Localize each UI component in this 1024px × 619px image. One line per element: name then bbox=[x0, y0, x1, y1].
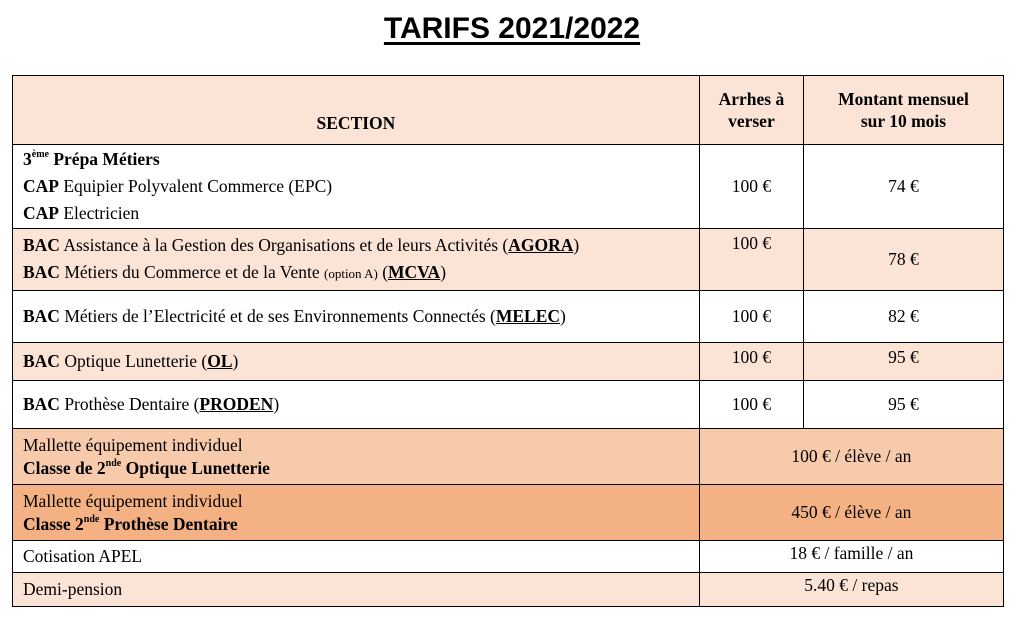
arrhes-cell: 100 € bbox=[699, 145, 803, 229]
table-row bbox=[13, 343, 1004, 381]
section-cell: Demi-pension bbox=[13, 573, 700, 607]
price-cell: 18 € / famille / an bbox=[699, 541, 1003, 573]
header-montant: Montant mensuel sur 10 mois bbox=[803, 76, 1003, 145]
table-row bbox=[13, 541, 1004, 573]
montant-cell: 95 € bbox=[803, 381, 1003, 429]
table-row bbox=[13, 429, 1004, 485]
table-header-row bbox=[13, 76, 1004, 145]
table-row bbox=[13, 381, 1004, 429]
section-cell: BAC Assistance à la Gestion des Organisations et de leurs Activités (AGORA) BAC Métiers du Commerce et de la Vente (option A) (MCVA) bbox=[13, 229, 700, 291]
price-cell: 100 € / élève / an bbox=[699, 429, 1003, 485]
montant-cell: 78 € bbox=[803, 229, 1003, 291]
section-cell: BAC Prothèse Dentaire (PRODEN) bbox=[13, 381, 700, 429]
header-arrhes: Arrhes à verser bbox=[699, 76, 803, 145]
section-cell: 3ème Prépa Métiers CAP Equipier Polyvalent Commerce (EPC) CAP Electricien bbox=[13, 145, 700, 229]
table-row bbox=[13, 573, 1004, 607]
arrhes-cell: 100 € bbox=[699, 291, 803, 343]
section-cell: BAC Optique Lunetterie (OL) bbox=[13, 343, 700, 381]
header-section: SECTION bbox=[13, 76, 700, 145]
tariffs-table bbox=[12, 75, 1004, 607]
section-cell: BAC Métiers de l’Electricité et de ses Environnements Connectés (MELEC) bbox=[13, 291, 700, 343]
section-cell: Cotisation APEL bbox=[13, 541, 700, 573]
montant-cell: 74 € bbox=[803, 145, 1003, 229]
arrhes-cell: 100 € bbox=[699, 229, 803, 291]
montant-cell: 95 € bbox=[803, 343, 1003, 381]
section-cell: Mallette équipement individuel Classe 2nde Prothèse Dentaire bbox=[13, 485, 700, 541]
arrhes-cell: 100 € bbox=[699, 381, 803, 429]
table-row bbox=[13, 229, 1004, 291]
table-row bbox=[13, 145, 1004, 229]
price-cell: 5.40 € / repas bbox=[699, 573, 1003, 607]
arrhes-cell: 100 € bbox=[699, 343, 803, 381]
table-row bbox=[13, 485, 1004, 541]
price-cell: 450 € / élève / an bbox=[699, 485, 1003, 541]
table-row bbox=[13, 291, 1004, 343]
section-cell: Mallette équipement individuel Classe de 2nde Optique Lunetterie bbox=[13, 429, 700, 485]
montant-cell: 82 € bbox=[803, 291, 1003, 343]
page-title: TARIFS 2021/2022 bbox=[383, 12, 641, 45]
